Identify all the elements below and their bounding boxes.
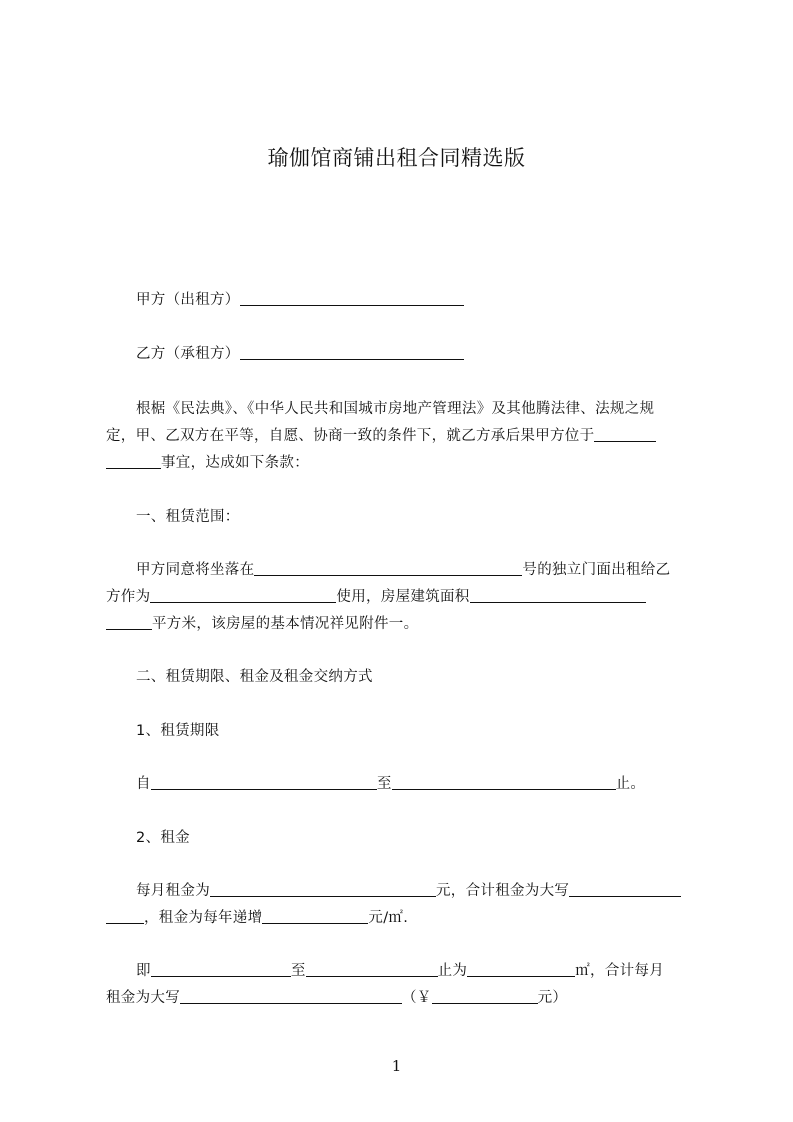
rent-line-2-end: 元/㎡. bbox=[368, 910, 409, 926]
page-number: 1 bbox=[391, 1057, 402, 1075]
calc-line-2 bbox=[106, 988, 567, 1008]
total-rent-words-blank-2 bbox=[106, 909, 144, 924]
section-2-heading: 二、租赁期限、租金及租金交纳方式 bbox=[136, 669, 373, 685]
scope-line-1-start: 甲方同意将坐落在 bbox=[136, 562, 255, 578]
term-from-label: 自 bbox=[136, 776, 151, 792]
intro-location-blank-2 bbox=[106, 454, 161, 469]
scope-area-blank-1 bbox=[470, 588, 646, 603]
scope-line-2-mid: 使用，房屋建筑面积 bbox=[336, 589, 470, 605]
scope-line-3 bbox=[106, 614, 418, 634]
party-a-line bbox=[136, 290, 464, 310]
document-title: 瑜伽馆商铺出租合同精选版 bbox=[267, 146, 526, 170]
calc-line-2-end: 元） bbox=[537, 990, 568, 1006]
scope-area-blank-2 bbox=[106, 615, 152, 630]
term-end-label: 止。 bbox=[615, 776, 646, 792]
calc-line-2-mid: （￥ bbox=[402, 990, 432, 1006]
calc-to-label: 至 bbox=[290, 963, 306, 979]
intro-line-2 bbox=[106, 426, 656, 446]
monthly-rent-figure-blank bbox=[432, 989, 538, 1004]
party-a-blank bbox=[240, 291, 464, 306]
calc-end-blank bbox=[306, 962, 438, 977]
subsection-1-heading: 1、租赁期限 bbox=[136, 723, 220, 739]
calc-line-1-mid: 止为 bbox=[437, 963, 468, 979]
intro-line-3 bbox=[106, 453, 309, 473]
term-to-label: 至 bbox=[376, 776, 392, 792]
party-b-line bbox=[136, 344, 464, 364]
term-start-blank bbox=[151, 775, 377, 790]
intro-line-1: 根椐《民法典》、《中华人民共和国城市房地产管理法》及其他腾法律、法规之规 bbox=[136, 401, 655, 417]
rent-line-1-start: 每月租金为 bbox=[136, 883, 210, 899]
intro-line-2-text: 定，甲、乙双方在平等，自愿、协商一致的条件下，就乙方承后果甲方位于 bbox=[106, 428, 595, 444]
calc-line-1-end: ㎡，合计每月 bbox=[575, 963, 665, 979]
annual-increase-blank bbox=[262, 909, 368, 924]
calc-area-blank bbox=[467, 962, 575, 977]
term-line bbox=[136, 774, 645, 794]
rent-line-2-mid: ，租金为每年递增 bbox=[144, 910, 263, 926]
party-a-label: 甲方（出租方） bbox=[136, 292, 240, 308]
scope-line-1 bbox=[136, 560, 670, 580]
scope-address-blank bbox=[254, 561, 522, 576]
scope-line-2 bbox=[106, 587, 646, 607]
rent-line-1-mid: 元，合计租金为大写 bbox=[436, 883, 570, 899]
total-rent-words-blank-1 bbox=[569, 882, 681, 897]
calc-line-1 bbox=[136, 961, 664, 981]
term-end-blank bbox=[392, 775, 616, 790]
monthly-rent-blank bbox=[210, 882, 436, 897]
calc-start-blank bbox=[151, 962, 291, 977]
scope-line-3-end: 平方米，该房屋的基本情况祥见附件一。 bbox=[152, 616, 419, 632]
rent-line-1 bbox=[136, 881, 681, 901]
intro-line-3-text: 事宜，达成如下条款： bbox=[161, 455, 309, 471]
scope-line-2-start: 方作为 bbox=[106, 589, 151, 605]
monthly-rent-words-blank bbox=[180, 989, 402, 1004]
party-b-blank bbox=[240, 345, 464, 360]
scope-usage-blank bbox=[150, 588, 336, 603]
section-1-heading: 一、租赁范围： bbox=[136, 509, 240, 525]
scope-line-1-end: 号的独立门面出租给乙 bbox=[522, 562, 671, 578]
intro-location-blank-1 bbox=[594, 427, 656, 442]
rent-line-2 bbox=[106, 908, 408, 928]
subsection-2-heading: 2、租金 bbox=[136, 830, 190, 846]
calc-line-1-start: 即 bbox=[136, 963, 151, 979]
party-b-label: 乙方（承租方） bbox=[136, 346, 240, 362]
calc-line-2-start: 租金为大写 bbox=[106, 990, 180, 1006]
